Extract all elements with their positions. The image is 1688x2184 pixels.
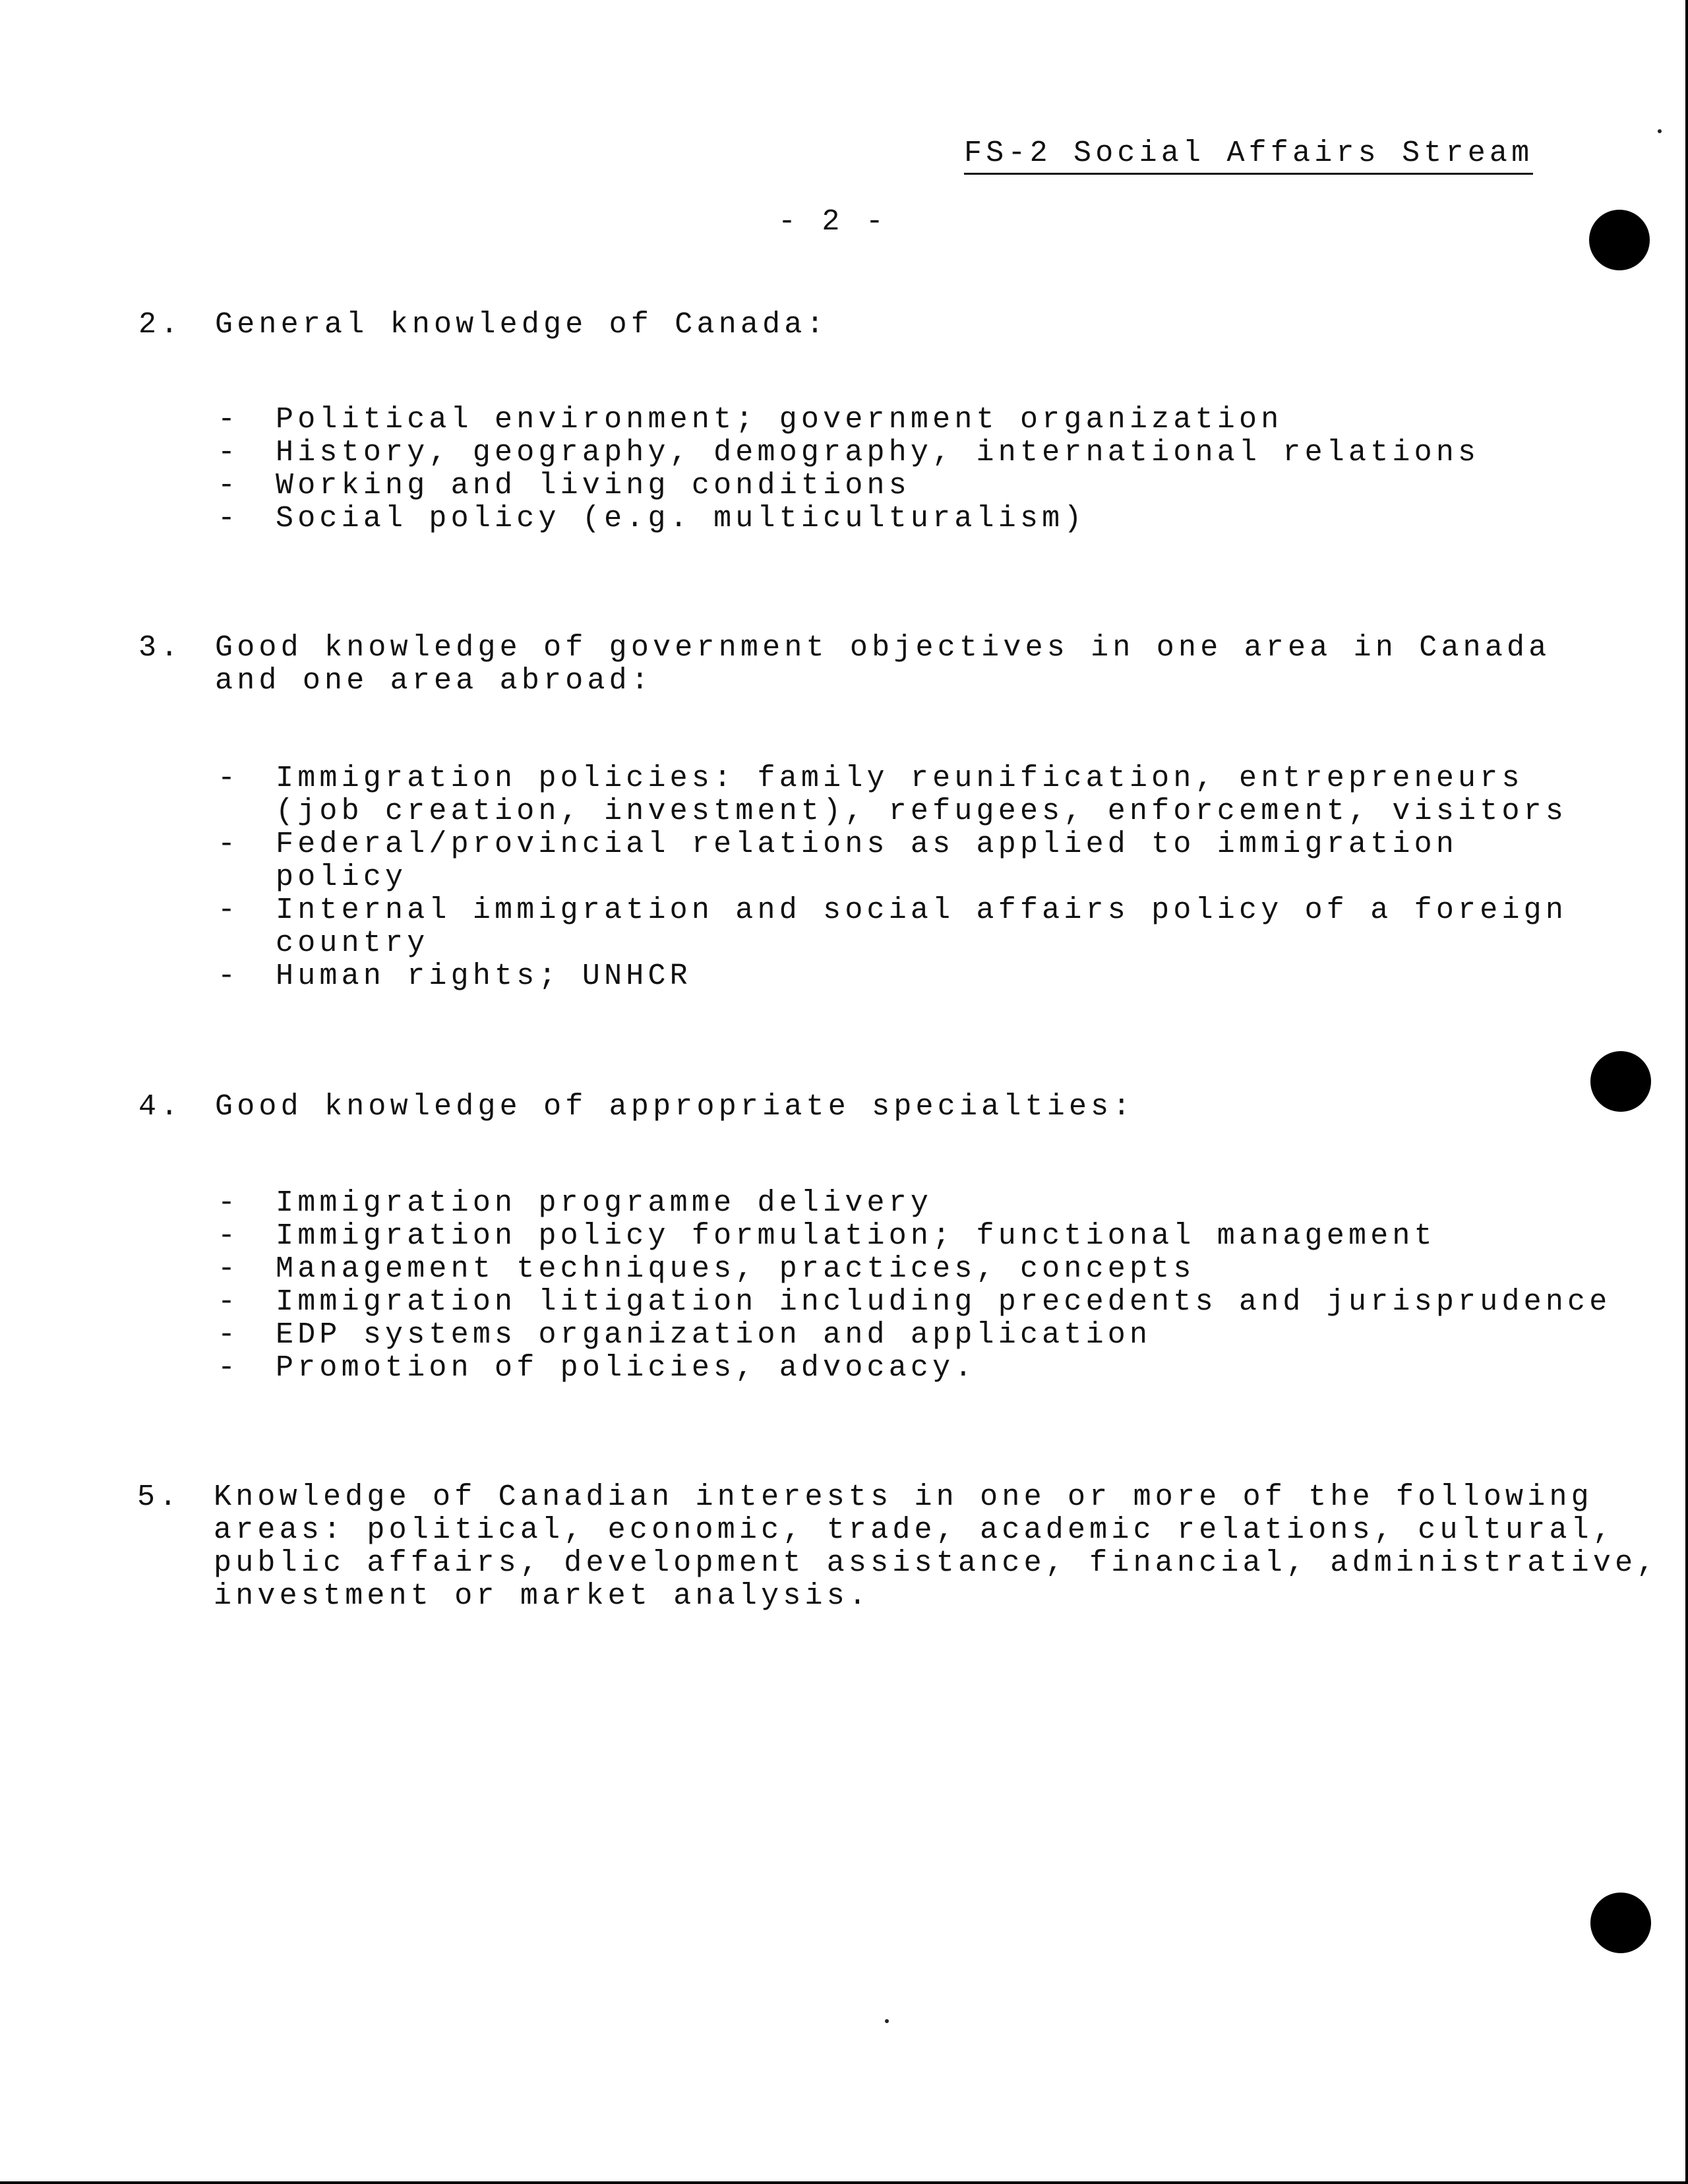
- list-item: - Immigration litigation including precedents and jurisprudence: [218, 1285, 1612, 1319]
- list-item-text: country: [276, 926, 429, 960]
- list-item: - Management techniques, practices, concepts: [218, 1253, 1611, 1286]
- list-item: - Immigration policies: family reunification, entrepreneurs (job creation, investment), refugees, enforcement, visitors: [218, 762, 1568, 828]
- paragraph-line: investment or market analysis.: [214, 1579, 871, 1613]
- heading-line: General knowledge of Canada:: [215, 308, 828, 342]
- list-item-text: Immigration policies: family reunification, entrepreneurs: [276, 762, 1524, 795]
- list-item: - Immigration policy formulation; functional management: [218, 1220, 1611, 1253]
- list-item-text: Working and living conditions: [276, 469, 911, 502]
- section-heading: [215, 1091, 1135, 1124]
- heading-line: Good knowledge of government objectives in one area in Canada: [215, 631, 1551, 665]
- list-item: - EDP systems organization and application: [218, 1319, 1611, 1352]
- paragraph-line: Knowledge of Canadian interests in one or more of the following: [214, 1480, 1593, 1514]
- section-heading: [215, 632, 1550, 698]
- list-item-text: Political environment; government organization: [276, 403, 1283, 437]
- heading-line: Good knowledge of appropriate specialties:: [215, 1090, 1135, 1124]
- section-number: 5.: [137, 1480, 181, 1514]
- bullet-list: [218, 762, 1567, 993]
- section-number: 3.: [138, 631, 183, 665]
- list-item: - Working and living conditions: [218, 470, 1480, 502]
- section-number: 2.: [138, 308, 183, 342]
- punch-hole: [1590, 1051, 1651, 1112]
- punch-hole: [1589, 210, 1650, 270]
- list-item-text: Federal/provincial relations as applied to immigration: [276, 828, 1459, 861]
- list-item: - History, geography, demography, international relations: [218, 436, 1480, 470]
- paragraph-line: public affairs, development assistance, financial, administrative,: [214, 1546, 1659, 1580]
- list-item-text: Social policy (e.g. multiculturalism): [276, 502, 1086, 535]
- list-item-text: Promotion of policies, advocacy.: [276, 1351, 977, 1385]
- scan-speck: [885, 2019, 889, 2023]
- list-item-text: Immigration policy formulation; functional management: [276, 1219, 1436, 1253]
- list-item: - Promotion of policies, advocacy.: [218, 1352, 1611, 1385]
- list-item-text: Management techniques, practices, concepts: [276, 1252, 1195, 1286]
- list-item-text: (job creation, investment), refugees, enforcement, visitors: [276, 795, 1568, 828]
- heading-line: and one area abroad:: [215, 664, 653, 698]
- list-item-text: Human rights; UNHCR: [276, 959, 692, 993]
- page-number: - 2 -: [778, 205, 888, 239]
- list-item: - Social policy (e.g. multiculturalism): [218, 502, 1480, 535]
- section-heading: [215, 309, 828, 342]
- bullet-list: [218, 404, 1480, 535]
- list-item: - Political environment; government organization: [218, 404, 1480, 437]
- section-paragraph: [214, 1481, 1659, 1613]
- list-item-text: Immigration litigation including precedents and jurisprudence: [276, 1285, 1612, 1319]
- page-header-title: FS-2 Social Affairs Stream: [964, 137, 1533, 175]
- bullet-list: [218, 1187, 1611, 1385]
- list-item: - Federal/provincial relations as applied to immigration policy: [218, 828, 1567, 894]
- list-item: - Immigration programme delivery: [218, 1187, 1611, 1220]
- list-item: - Human rights; UNHCR: [218, 960, 1567, 993]
- section-number: 4.: [138, 1090, 183, 1124]
- list-item: - Internal immigration and social affairs policy of a foreign country: [218, 894, 1568, 960]
- punch-hole: [1590, 1893, 1651, 1953]
- scan-speck: [1658, 129, 1662, 133]
- list-item-text: Internal immigration and social affairs policy of a foreign: [276, 894, 1568, 927]
- list-item-text: policy: [276, 861, 407, 894]
- paragraph-line: areas: political, economic, trade, academic relations, cultural,: [214, 1513, 1615, 1547]
- list-item-text: Immigration programme delivery: [276, 1186, 933, 1220]
- list-item-text: History, geography, demography, international relations: [276, 436, 1480, 470]
- list-item-text: EDP systems organization and application: [276, 1318, 1152, 1352]
